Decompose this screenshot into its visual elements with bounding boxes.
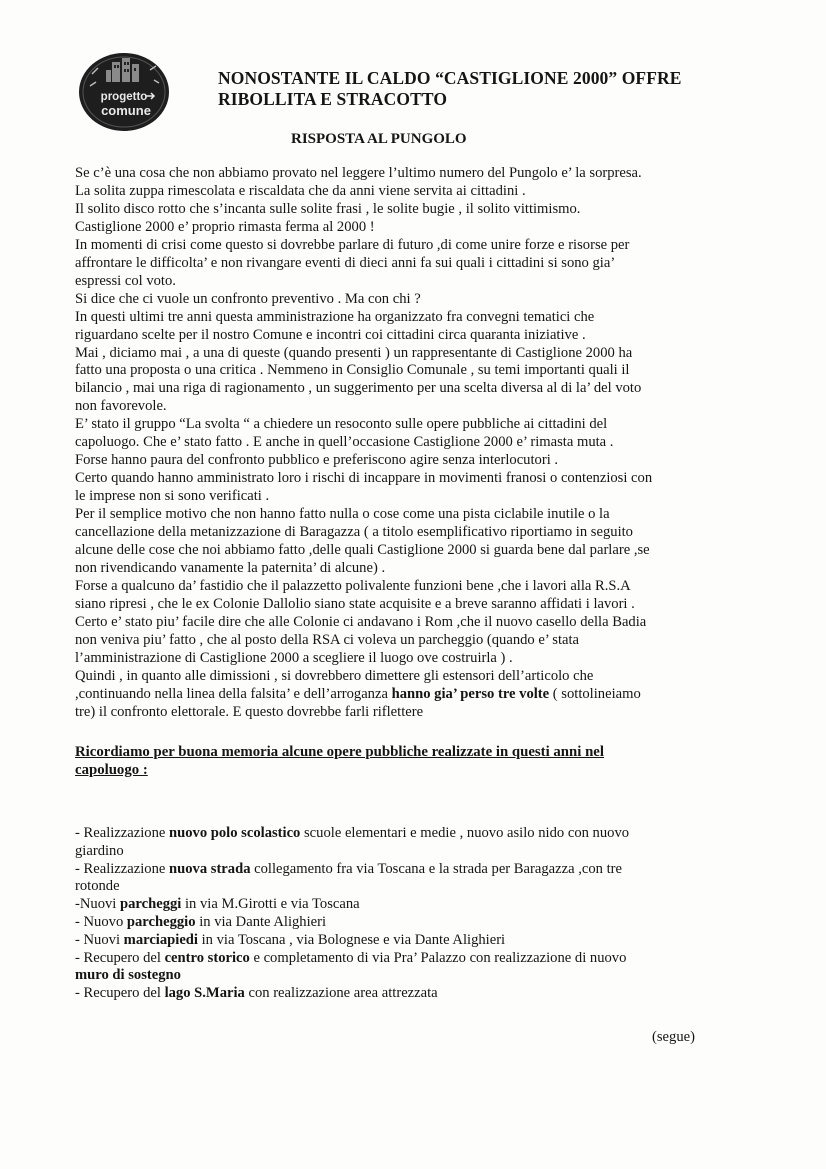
- item-text: - Recupero del: [75, 985, 165, 1002]
- item-bold: parcheggi: [120, 896, 182, 913]
- document-title: [218, 68, 798, 110]
- body-line: Certo quando hanno amministrato loro i rischi di incappare in movimenti franosi o contenziosi con: [75, 470, 653, 487]
- body-line: Quindi , in quanto alle dimissioni , si dovrebbero dimettere gli estensori dell’articolo che: [75, 667, 594, 684]
- item-text: in via Toscana , via Bolognese e via Dante Alighieri: [197, 931, 506, 948]
- body-line: Castiglione 2000 e’ proprio rimasta ferma al 2000 !: [75, 218, 375, 235]
- body-line: Mai , diciamo mai , a una di queste (quando presenti ) un rappresentante di Castiglione 2000 ha: [75, 344, 633, 361]
- item-bold: centro storico: [164, 949, 250, 966]
- body-line: Forse hanno paura del confronto pubblico e preferiscono agire senza interlocutori .: [75, 452, 559, 469]
- works-section-heading: [75, 743, 775, 779]
- list-item-continued: rotonde: [75, 878, 120, 895]
- item-text: - Nuovo: [75, 913, 127, 930]
- item-bold: nuova strada: [169, 860, 251, 877]
- item-bold: nuovo polo scolastico: [169, 825, 301, 841]
- item-text: - Realizzazione: [75, 825, 169, 841]
- item-text: in via Dante Alighieri: [195, 913, 327, 930]
- body-line: espressi col voto.: [75, 272, 176, 289]
- closing-line-1: [75, 686, 805, 704]
- section-heading-line-1: Ricordiamo per buona memoria alcune opere pubbliche realizzate in questi anni nel: [75, 744, 604, 760]
- body-line: fatto una proposta o una critica . Nemmeno in Consiglio Comunale , su temi importanti quali il: [75, 362, 630, 379]
- body-line: capoluogo. Che e’ stato fatto . E anche in quell’occasione Castiglione 2000 e’ rimasta muta .: [75, 434, 614, 451]
- body-line: cancellazione della metanizzazione di Baragazza ( a titolo esemplificativo riportiamo in seguito: [75, 524, 633, 541]
- body-line: affrontare le difficolta’ e non rivangare eventi di dieci anni fa sui quali i cittadini si sono gia’: [75, 254, 616, 271]
- body-line: le imprese non si sono verificati .: [75, 488, 270, 505]
- list-item: [75, 914, 805, 932]
- item-text: - Recupero del: [75, 949, 165, 966]
- document-subtitle: RISPOSTA AL PUNGOLO: [291, 131, 467, 147]
- item-text: con realizzazione area attrezzata: [244, 985, 438, 1002]
- closing-text: ( sottolineiamo: [549, 685, 641, 702]
- progetto-comune-logo: [78, 52, 170, 132]
- item-text: collegamento fra via Toscana e la strada per Baragazza ,con tre: [250, 860, 622, 877]
- item-bold: marciapiedi: [123, 931, 198, 948]
- item-text: scuole elementari e medie , nuovo asilo nido con nuovo: [300, 825, 630, 841]
- list-item: [75, 861, 805, 879]
- list-item: [75, 985, 805, 1003]
- item-text: - Realizzazione: [75, 860, 169, 877]
- list-item: [75, 932, 805, 950]
- title-line-1: NONOSTANTE IL CALDO “CASTIGLIONE 2000” OFFRE: [218, 68, 682, 88]
- body-line: Se c’è una cosa che non abbiamo provato nel leggere l’ultimo numero del Pungolo e’ la sorpresa.: [75, 165, 642, 181]
- item-text: in via M.Girotti e via Toscana: [181, 896, 360, 913]
- body-line: Il solito disco rotto che s’incanta sulle solite frasi , le solite bugie , il solito vittimismo.: [75, 200, 581, 217]
- body-line: non rivendicando vanamente la paternita’ di alcune) .: [75, 559, 386, 576]
- body-line: riguardano scelte per il nostro Comune e incontri coi cittadini circa quaranta iniziative .: [75, 326, 586, 343]
- body-line: In questi ultimi tre anni questa amministrazione ha organizzato fra convegni tematici che: [75, 308, 595, 325]
- item-bold: muro di sostegno: [75, 967, 181, 984]
- item-text: -Nuovi: [75, 896, 120, 913]
- body-line: bilancio , mai una riga di ragionamento , un suggerimento per una scelta diversa al di la’ del voto: [75, 380, 642, 397]
- closing-line-2: tre) il confronto elettorale. E questo dovrebbe farli riflettere: [75, 703, 424, 720]
- body-line: alcune delle cose che noi abbiamo fatto ,delle quali Castiglione 2000 si guarda bene dal parlare ,se: [75, 542, 650, 559]
- body-line: Si dice che ci vuole un confronto preventivo . Ma con chi ?: [75, 290, 421, 307]
- list-item: [75, 825, 805, 843]
- logo-text-progetto: progetto: [100, 91, 148, 103]
- body-line: Forse a qualcuno da’ fastidio che il palazzetto polivalente funzioni bene ,che i lavori alla R.S.A: [75, 577, 631, 594]
- closing-bold-text: hanno gia’ perso tre volte: [391, 685, 550, 702]
- item-text: - Nuovi: [75, 931, 124, 948]
- body-line: E’ stato il gruppo “La svolta “ a chiedere un resoconto sulle opere pubbliche ai cittadini del: [75, 416, 608, 433]
- logo-text-comune: comune: [101, 103, 151, 118]
- item-bold: parcheggio: [126, 913, 196, 930]
- section-heading-line-2: capoluogo :: [75, 762, 148, 778]
- body-line: non favorevole.: [75, 398, 167, 415]
- article-body: [75, 165, 805, 722]
- body-line: Certo e’ stato piu’ facile dire che alle Colonie ci andavano i Rom ,che il nuovo casello della Badia: [75, 613, 647, 630]
- list-item-continued: [75, 967, 805, 985]
- closing-text: ,continuando nella linea della falsita’ e dell’arroganza: [75, 685, 392, 702]
- body-line: siano ripresi , che le ex Colonie Dallolio siano state acquisite e a breve saranno affidati i lavori .: [75, 595, 635, 612]
- item-bold: lago S.Maria: [164, 985, 245, 1002]
- body-line: non veniva piu’ fatto , che al posto della RSA ci voleva un parcheggio (quando e’ stata: [75, 631, 580, 648]
- body-line: Per il semplice motivo che non hanno fatto nulla o cose come una pista ciclabile inutile o la: [75, 506, 610, 523]
- list-item: [75, 896, 805, 914]
- body-line: In momenti di crisi come questo si dovrebbe parlare di futuro ,di come unire forze e risorse per: [75, 236, 630, 253]
- continues-note: (segue): [652, 1029, 695, 1045]
- title-line-2: RIBOLLITA E STRACOTTO: [218, 89, 448, 109]
- list-item-continued: giardino: [75, 842, 124, 859]
- body-line: l’amministrazione di Castiglione 2000 a scegliere il luogo ove costruirla ) .: [75, 649, 513, 666]
- list-item: [75, 950, 805, 968]
- body-line: La solita zuppa rimescolata e riscaldata che da anni viene servita ai cittadini .: [75, 182, 526, 199]
- item-text: e completamento di via Pra’ Palazzo con realizzazione di nuovo: [249, 949, 627, 966]
- works-list: [75, 825, 805, 1003]
